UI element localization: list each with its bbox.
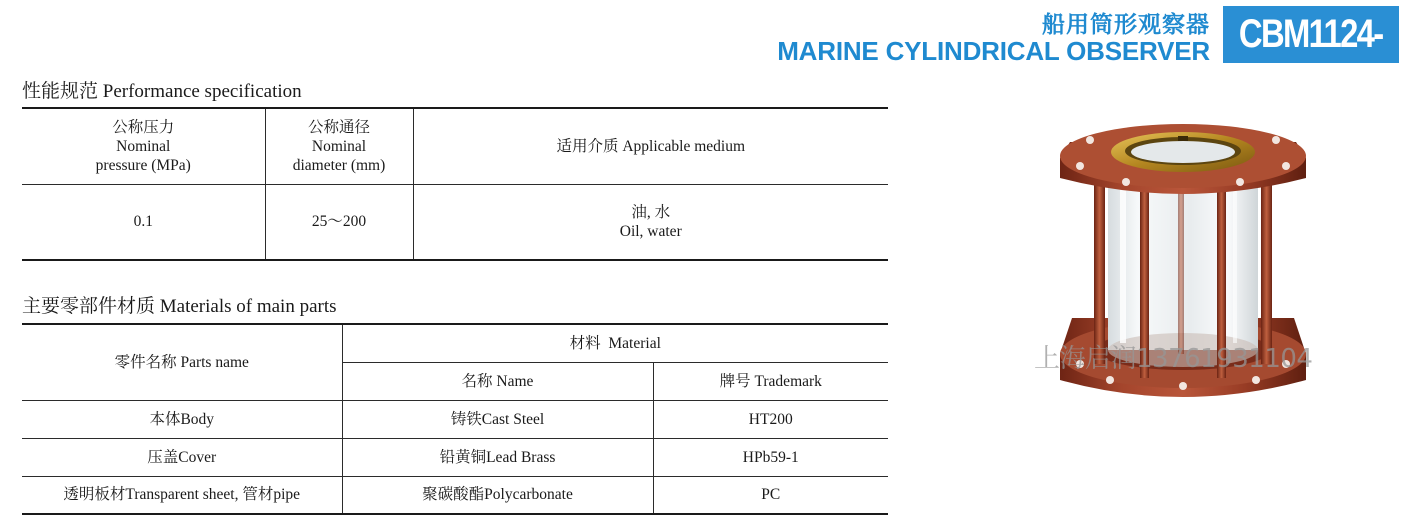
material-header: 材料 Material bbox=[342, 324, 888, 362]
materials-section-title: 主要零部件材质 Materials of main parts bbox=[22, 296, 337, 317]
medium-value bbox=[413, 184, 888, 260]
brass-cover bbox=[1111, 132, 1255, 172]
model-number: CBM1124-82 bbox=[1238, 12, 1383, 113]
name-cell: 铅黄铜Lead Brass bbox=[342, 438, 653, 476]
diameter-header-en-2: diameter (mm) bbox=[292, 156, 386, 174]
diameter-header bbox=[265, 108, 413, 184]
name-cell: 铸铁Cast Steel bbox=[342, 400, 653, 438]
trademark-cell: HPb59-1 bbox=[653, 438, 888, 476]
pressure-value: 0.1 bbox=[22, 184, 265, 260]
diameter-header-en-1: Nominal bbox=[311, 137, 367, 155]
name-cell: 聚碳酸酯Polycarbonate bbox=[342, 476, 653, 514]
medium-value-cn: 油, 水 bbox=[631, 203, 671, 221]
trademark-cell: PC bbox=[653, 476, 888, 514]
name-header: 名称 Name bbox=[342, 362, 653, 400]
pressure-header-cn: 公称压力 bbox=[112, 118, 175, 136]
trademark-header: 牌号 Trademark bbox=[653, 362, 888, 400]
performance-table bbox=[22, 107, 888, 261]
diameter-header-cn: 公称通径 bbox=[307, 118, 370, 136]
materials-header-row-1 bbox=[22, 324, 888, 362]
pressure-header-en-2: pressure (MPa) bbox=[95, 156, 191, 174]
medium-value-en: Oil, water bbox=[619, 222, 682, 240]
title-english: MARINE CYLINDRICAL OBSERVER bbox=[777, 36, 1210, 66]
pressure-header bbox=[22, 108, 265, 184]
performance-header-row bbox=[22, 108, 888, 184]
part-cell: 透明板材Transparent sheet, 管材pipe bbox=[22, 476, 342, 514]
trademark-cell: HT200 bbox=[653, 400, 888, 438]
part-cell: 压盖Cover bbox=[22, 438, 342, 476]
title-chinese: 船用筒形观察器 bbox=[1042, 12, 1210, 38]
model-badge bbox=[1223, 6, 1399, 113]
parts-name-header: 零件名称 Parts name bbox=[22, 324, 342, 400]
materials-table bbox=[22, 323, 888, 515]
table-row bbox=[22, 438, 888, 476]
diameter-value: 25～200 bbox=[265, 184, 413, 260]
table-row bbox=[22, 400, 888, 438]
performance-data-row bbox=[22, 184, 888, 260]
performance-section-title: 性能规范 Performance specification bbox=[22, 81, 302, 102]
table-row bbox=[22, 476, 888, 514]
pressure-header-en-1: Nominal bbox=[116, 137, 171, 155]
watermark-text: 上海启润13761931104 bbox=[1034, 344, 1313, 374]
part-cell: 本体Body bbox=[22, 400, 342, 438]
medium-header: 适用介质 Applicable medium bbox=[413, 108, 888, 184]
